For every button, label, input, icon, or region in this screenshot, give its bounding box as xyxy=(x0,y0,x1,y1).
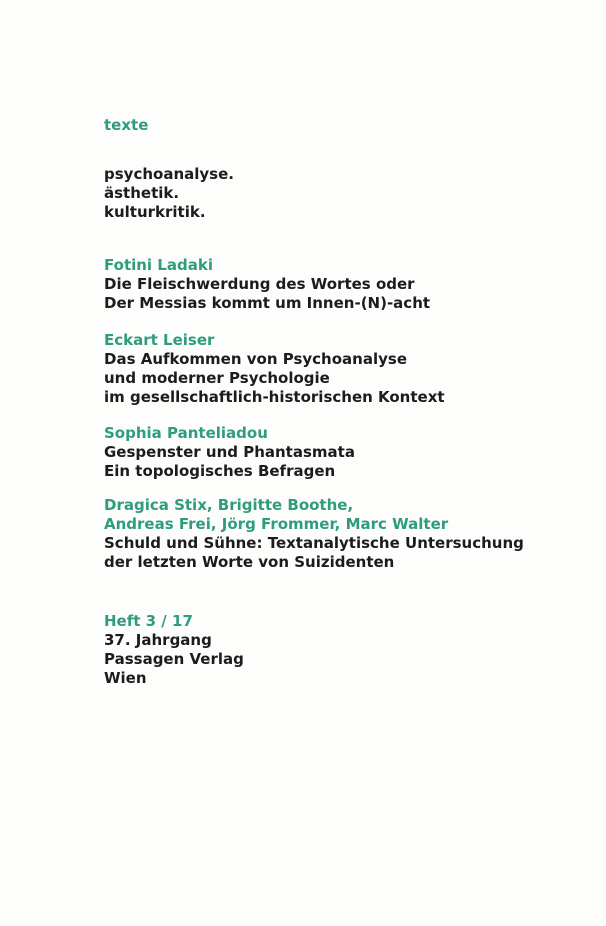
article-author: Sophia Panteliadou xyxy=(104,424,268,442)
article-author: Fotini Ladaki xyxy=(104,256,213,274)
article-entry xyxy=(104,496,524,572)
article-title-line: Der Messias kommt um Innen-(N)-acht xyxy=(104,294,431,312)
article-title-line: Schuld und Sühne: Textanalytische Untersuchung xyxy=(104,534,524,552)
subtitle-line-aesthetik: ästhetik. xyxy=(104,184,180,202)
article-title-line: und moderner Psychologie xyxy=(104,369,330,387)
journal-subtitle xyxy=(104,165,234,222)
issue-city: Wien xyxy=(104,669,147,687)
article-title-line: Das Aufkommen von Psychoanalyse xyxy=(104,350,407,368)
article-author: Dragica Stix, Brigitte Boothe, xyxy=(104,496,354,514)
article-entry xyxy=(104,256,430,313)
series-label: texte xyxy=(104,116,149,134)
article-title-line: im gesellschaftlich-historischen Kontext xyxy=(104,388,445,406)
article-title-line: der letzten Worte von Suizidenten xyxy=(104,553,395,571)
subtitle-line-psychoanalyse: psychoanalyse. xyxy=(104,165,234,183)
article-author: Andreas Frei, Jörg Frommer, Marc Walter xyxy=(104,515,449,533)
subtitle-line-kulturkritik: kulturkritik. xyxy=(104,203,206,221)
issue-info xyxy=(104,612,244,688)
article-author: Eckart Leiser xyxy=(104,331,215,349)
article-title-line: Gespenster und Phantasmata xyxy=(104,443,355,461)
issue-number: Heft 3 / 17 xyxy=(104,612,193,630)
issue-volume: 37. Jahrgang xyxy=(104,631,212,649)
article-entry xyxy=(104,331,445,407)
issue-publisher: Passagen Verlag xyxy=(104,650,244,668)
article-title-line: Ein topologisches Befragen xyxy=(104,462,336,480)
article-entry xyxy=(104,424,355,481)
article-title-line: Die Fleischwerdung des Wortes oder xyxy=(104,275,415,293)
